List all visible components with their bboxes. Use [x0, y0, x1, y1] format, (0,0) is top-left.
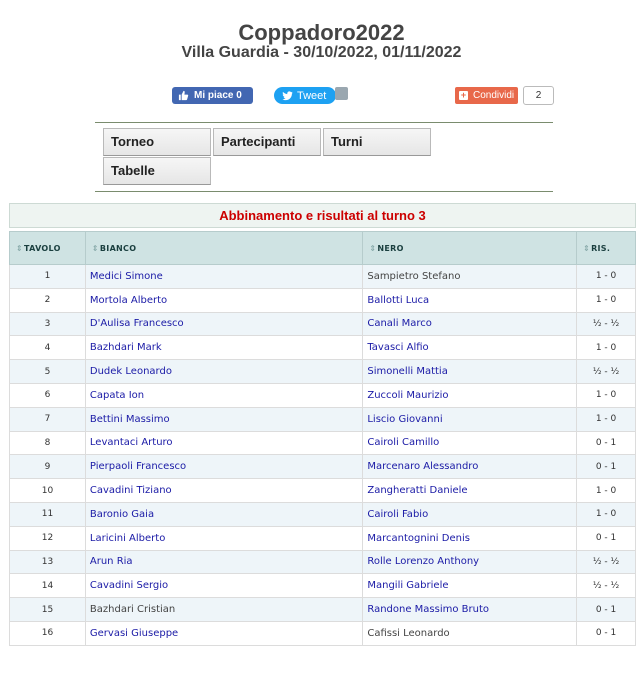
facebook-like-button[interactable] — [172, 87, 253, 104]
result: 1 - 0 — [577, 288, 636, 312]
white-player[interactable]: Cavadini Sergio — [85, 574, 362, 598]
table-row — [10, 598, 636, 622]
table-row — [10, 621, 636, 645]
table-row — [10, 336, 636, 360]
sort-icon: ⇕ — [583, 243, 591, 253]
divider-bottom — [95, 191, 553, 192]
result: 0 - 1 — [577, 526, 636, 550]
result: 1 - 0 — [577, 479, 636, 503]
white-player[interactable]: Gervasi Giuseppe — [85, 621, 362, 645]
thumbs-up-icon — [178, 90, 189, 101]
board-number: 10 — [10, 479, 86, 503]
result: ½ - ½ — [577, 360, 636, 384]
table-row — [10, 574, 636, 598]
page-subtitle: Villa Guardia - 30/10/2022, 01/11/2022 — [181, 44, 462, 61]
black-player[interactable]: Liscio Giovanni — [363, 407, 577, 431]
white-player[interactable]: Bettini Massimo — [85, 407, 362, 431]
result: 0 - 1 — [577, 621, 636, 645]
black-player: Sampietro Stefano — [363, 265, 577, 289]
pairings-table — [9, 231, 636, 646]
sort-icon: ⇕ — [91, 243, 99, 253]
table-row — [10, 265, 636, 289]
black-player[interactable]: Simonelli Mattia — [363, 360, 577, 384]
column-header-nero[interactable]: ⇕NERO — [363, 232, 577, 265]
table-row — [10, 383, 636, 407]
white-player[interactable]: Laricini Alberto — [85, 526, 362, 550]
white-player[interactable]: Bazhdari Mark — [85, 336, 362, 360]
white-player[interactable]: Pierpaoli Francesco — [85, 455, 362, 479]
black-player[interactable]: Rolle Lorenzo Anthony — [363, 550, 577, 574]
white-player[interactable]: Levantaci Arturo — [85, 431, 362, 455]
divider-top — [95, 122, 553, 123]
white-player[interactable]: Capata Ion — [85, 383, 362, 407]
table-row — [10, 288, 636, 312]
result: 0 - 1 — [577, 598, 636, 622]
white-player[interactable]: Baronio Gaia — [85, 502, 362, 526]
black-player[interactable]: Ballotti Luca — [363, 288, 577, 312]
black-player[interactable]: Cairoli Fabio — [363, 502, 577, 526]
white-player[interactable]: Cavadini Tiziano — [85, 479, 362, 503]
table-row — [10, 407, 636, 431]
table-row — [10, 360, 636, 384]
black-player[interactable]: Mangili Gabriele — [363, 574, 577, 598]
board-number: 9 — [10, 455, 86, 479]
menu-item-turni[interactable]: Turni — [323, 128, 431, 156]
white-player: Bazhdari Cristian — [85, 598, 362, 622]
table-row — [10, 431, 636, 455]
column-header-ris[interactable]: ⇕RIS. — [577, 232, 636, 265]
board-number: 6 — [10, 383, 86, 407]
result: 0 - 1 — [577, 455, 636, 479]
board-number: 7 — [10, 407, 86, 431]
board-number: 5 — [10, 360, 86, 384]
white-player[interactable]: D'Aulisa Francesco — [85, 312, 362, 336]
facebook-like-label: Mi piace 0 — [194, 90, 242, 101]
white-player[interactable]: Arun Ria — [85, 550, 362, 574]
result: 1 - 0 — [577, 265, 636, 289]
table-row — [10, 526, 636, 550]
board-number: 15 — [10, 598, 86, 622]
sort-icon: ⇕ — [16, 243, 24, 253]
tweet-button[interactable] — [274, 87, 336, 104]
table-row — [10, 455, 636, 479]
black-player[interactable]: Zuccoli Maurizio — [363, 383, 577, 407]
black-player[interactable]: Zangheratti Daniele — [363, 479, 577, 503]
board-number: 3 — [10, 312, 86, 336]
board-number: 11 — [10, 502, 86, 526]
result: 1 - 0 — [577, 502, 636, 526]
plus-icon: + — [460, 90, 467, 100]
share-label: Condividi — [473, 90, 515, 101]
table-row — [10, 312, 636, 336]
result: 1 - 0 — [577, 336, 636, 360]
white-player[interactable]: Dudek Leonardo — [85, 360, 362, 384]
board-number: 2 — [10, 288, 86, 312]
white-player[interactable]: Medici Simone — [85, 265, 362, 289]
black-player[interactable]: Cairoli Camillo — [363, 431, 577, 455]
tweet-label: Tweet — [297, 89, 327, 102]
result: ½ - ½ — [577, 312, 636, 336]
result: 0 - 1 — [577, 431, 636, 455]
result: 1 - 0 — [577, 383, 636, 407]
result: ½ - ½ — [577, 550, 636, 574]
share-button[interactable] — [455, 87, 518, 104]
column-header-bianco[interactable]: ⇕BIANCO — [85, 232, 362, 265]
black-player[interactable]: Randone Massimo Bruto — [363, 598, 577, 622]
menu-item-tabelle[interactable]: Tabelle — [103, 157, 211, 185]
print-icon[interactable] — [335, 87, 348, 100]
table-row — [10, 550, 636, 574]
black-player: Cafissi Leonardo — [363, 621, 577, 645]
column-header-tavolo[interactable]: ⇕TAVOLO — [10, 232, 86, 265]
round-heading: Abbinamento e risultati al turno 3 — [9, 203, 636, 228]
white-player[interactable]: Mortola Alberto — [85, 288, 362, 312]
board-number: 8 — [10, 431, 86, 455]
sort-icon: ⇕ — [369, 243, 377, 253]
black-player[interactable]: Marcenaro Alessandro — [363, 455, 577, 479]
table-row — [10, 502, 636, 526]
black-player[interactable]: Marcantognini Denis — [363, 526, 577, 550]
twitter-bird-icon — [282, 91, 293, 101]
result: ½ - ½ — [577, 574, 636, 598]
board-number: 13 — [10, 550, 86, 574]
board-number: 12 — [10, 526, 86, 550]
board-number: 1 — [10, 265, 86, 289]
share-count-badge: 2 — [523, 86, 554, 105]
black-player[interactable]: Tavasci Alfio — [363, 336, 577, 360]
page-title: Coppadoro2022 — [238, 20, 405, 45]
board-number: 14 — [10, 574, 86, 598]
menu-item-torneo[interactable]: Torneo — [103, 128, 211, 156]
table-row — [10, 479, 636, 503]
board-number: 4 — [10, 336, 86, 360]
black-player[interactable]: Canali Marco — [363, 312, 577, 336]
board-number: 16 — [10, 621, 86, 645]
result: 1 - 0 — [577, 407, 636, 431]
menu-item-partecipanti[interactable]: Partecipanti — [213, 128, 321, 156]
